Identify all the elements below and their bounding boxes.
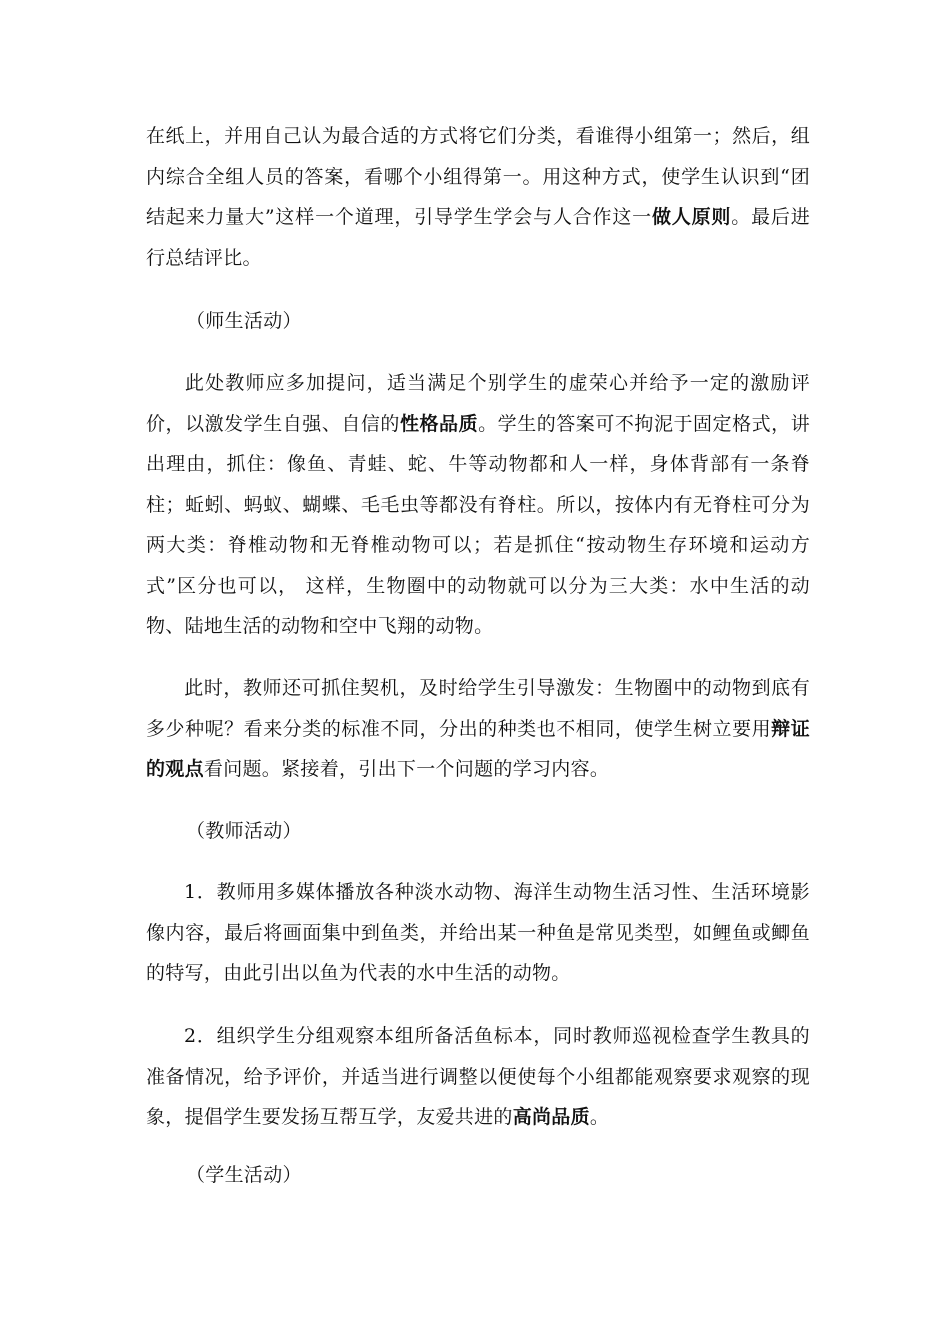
paragraph-text: 。学生的答案可不拘泥于固定格式，讲出理由，抓住：像鱼、青蛙、蛇、牛等动物都和人一样，身体背部有一条脊柱；蚯蚓、蚂蚁、蝴蝶、毛毛虫等都没有脊柱。所以，按体内有无脊柱可分为两大类：脊椎动物和无脊椎动物可以；若是抓住“按动物生存环境和运动方式”区分也可以， 这样，生物圈中的动物就可以分为三大类：水中生活的动物、陆地生活的动物和空中飞翔的动物。: [146, 412, 810, 637]
section-label-teacher-student: （师生活动）: [186, 310, 302, 332]
section-label-student: （学生活动）: [186, 1164, 302, 1186]
paragraph-step-1: [146, 872, 810, 994]
paragraph-text: 2．组织学生分组观察本组所备活鱼标本，同时教师巡视检查学生教具的准备情况，给予评价，并适当进行调整以便使每个小组都能观察要求观察的现象，提倡学生要发扬互帮互学，友爱共进的: [146, 1025, 810, 1128]
bold-term-quality: 高尚品质: [512, 1106, 590, 1128]
paragraph-guidance: [146, 668, 810, 790]
paragraph-text: 在纸上，并用自己认为最合适的方式将它们分类，看谁得小组第一；然后，组内综合全组人员的答案，看哪个小组得第一。用这种方式，使学生认识到“团结起来力量大”这样一个道理，引导学生学会与人合作这一: [146, 125, 810, 228]
paragraph-text: 此时，教师还可抓住契机，及时给学生引导激发：生物圈中的动物到底有多少种呢？看来分类的标准不同，分出的种类也不相同，使学生树立要用: [146, 677, 810, 740]
paragraph-text: 1．教师用多媒体播放各种淡水动物、海洋生动物生活习性、生活环境影像内容，最后将画面集中到鱼类，并给出某一种鱼是常见类型，如鲤鱼或鲫鱼的特写，由此引出以鱼为代表的水中生活的动物。: [146, 881, 810, 984]
bold-term-principle: 做人原则: [651, 206, 732, 228]
section-label-teacher: （教师活动）: [186, 820, 302, 842]
paragraph-questioning: [146, 363, 810, 647]
paragraph-step-2: [146, 1016, 810, 1138]
paragraph-text: 此处教师应多加提问，适当满足个别学生的虚荣心并给予一定的激励评价，以激发学生自强、自信的: [146, 372, 810, 435]
paragraph-text: 。最后进行总结评比。: [146, 206, 811, 269]
paragraph-text: 。: [589, 1106, 610, 1128]
paragraph-text: 看问题。紧接着，引出下一个问题的学习内容。: [203, 758, 610, 780]
bold-term-dialectic: 辩证的观点: [146, 717, 810, 780]
bold-term-character: 性格品质: [399, 412, 479, 435]
paragraph-grouping-activity: [146, 116, 810, 278]
